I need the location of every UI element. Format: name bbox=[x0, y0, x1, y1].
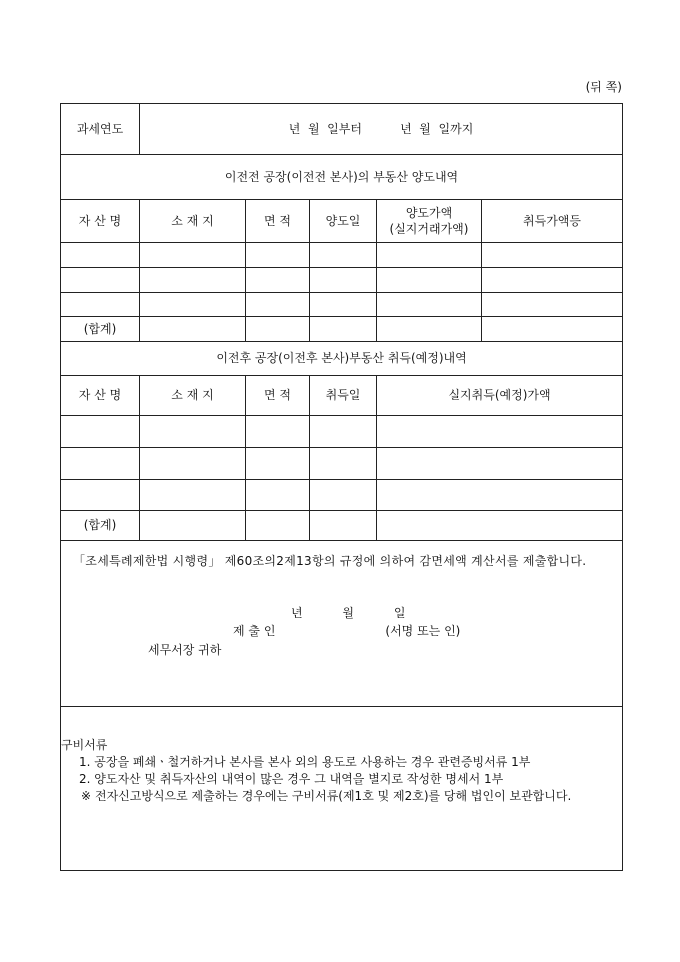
cell[interactable] bbox=[310, 448, 377, 480]
section2-title: 이전후 공장(이전후 본사)부동산 취득(예정)내역 bbox=[61, 342, 623, 376]
total-label: (합계) bbox=[61, 317, 140, 342]
cell[interactable] bbox=[310, 293, 377, 317]
header-area: 면 적 bbox=[246, 376, 310, 416]
total-label: (합계) bbox=[61, 511, 140, 541]
attachment-note: 전자신고방식으로 제출하는 경우에는 구비서류(제1호 및 제2호)를 당해 법인이 보관합니다. bbox=[95, 788, 572, 803]
cell[interactable] bbox=[246, 448, 310, 480]
header-location: 소 재 지 bbox=[140, 376, 246, 416]
tax-reduction-form bbox=[60, 103, 623, 871]
total-row bbox=[61, 317, 623, 342]
cell[interactable] bbox=[377, 480, 623, 511]
header-asset-name: 자 산 명 bbox=[61, 200, 140, 243]
cell[interactable] bbox=[377, 317, 482, 342]
cell[interactable] bbox=[140, 243, 246, 268]
tax-year-label: 과세연도 bbox=[61, 104, 140, 155]
recipient: 세무서장 귀하 bbox=[148, 642, 222, 657]
header-acquisition-date: 취득일 bbox=[310, 376, 377, 416]
table-row bbox=[61, 243, 623, 268]
declaration-section bbox=[61, 541, 623, 707]
cell[interactable] bbox=[140, 293, 246, 317]
submission-date[interactable]: 년 월 일 bbox=[291, 606, 406, 621]
cell[interactable] bbox=[246, 293, 310, 317]
cell[interactable] bbox=[246, 268, 310, 293]
cell[interactable] bbox=[140, 448, 246, 480]
table-row bbox=[61, 448, 623, 480]
submitter-label: 제 출 인 bbox=[233, 624, 276, 639]
table-row bbox=[61, 293, 623, 317]
cell[interactable] bbox=[246, 480, 310, 511]
attachments-title: 구비서류 bbox=[61, 738, 108, 752]
cell[interactable] bbox=[482, 243, 623, 268]
cell[interactable] bbox=[377, 268, 482, 293]
cell[interactable] bbox=[377, 416, 623, 448]
cell[interactable] bbox=[482, 268, 623, 293]
cell[interactable] bbox=[377, 243, 482, 268]
cell[interactable] bbox=[140, 511, 246, 541]
cell[interactable] bbox=[246, 511, 310, 541]
cell[interactable] bbox=[61, 480, 140, 511]
cell[interactable] bbox=[246, 243, 310, 268]
cell[interactable] bbox=[140, 317, 246, 342]
total-row bbox=[61, 511, 623, 541]
cell[interactable] bbox=[310, 317, 377, 342]
tax-year-value[interactable]: 년 월 일부터 년 월 일까지 bbox=[140, 104, 623, 155]
cell[interactable] bbox=[310, 480, 377, 511]
cell[interactable] bbox=[61, 268, 140, 293]
header-actual-acquisition-price: 실지취득(예정)가액 bbox=[377, 376, 623, 416]
cell[interactable] bbox=[246, 416, 310, 448]
cell[interactable] bbox=[377, 293, 482, 317]
table-row bbox=[61, 480, 623, 511]
declaration-text: 「조세특례제한법 시행령」 제60조의2제13항의 규정에 의하여 감면세액 계산서를 제출합니다. bbox=[73, 554, 587, 568]
cell[interactable] bbox=[61, 448, 140, 480]
header-area: 면 적 bbox=[246, 200, 310, 243]
cell[interactable] bbox=[246, 317, 310, 342]
cell[interactable] bbox=[61, 416, 140, 448]
cell[interactable] bbox=[310, 268, 377, 293]
signature-field[interactable]: (서명 또는 인) bbox=[385, 624, 461, 639]
header-transfer-price: 양도가액 (실지거래가액) bbox=[377, 200, 482, 243]
attachments-section bbox=[61, 707, 623, 871]
header-transfer-date: 양도일 bbox=[310, 200, 377, 243]
header-asset-name: 자 산 명 bbox=[61, 376, 140, 416]
section1-title: 이전전 공장(이전전 본사)의 부동산 양도내역 bbox=[61, 155, 623, 200]
cell[interactable] bbox=[140, 268, 246, 293]
cell[interactable] bbox=[310, 511, 377, 541]
cell[interactable] bbox=[140, 416, 246, 448]
note-mark: ※ bbox=[81, 788, 92, 803]
cell[interactable] bbox=[482, 317, 623, 342]
cell[interactable] bbox=[377, 448, 623, 480]
table-row bbox=[61, 268, 623, 293]
header-acquisition-price: 취득가액등 bbox=[482, 200, 623, 243]
cell[interactable] bbox=[310, 416, 377, 448]
page-side-label: (뒤 쪽) bbox=[585, 80, 622, 94]
cell[interactable] bbox=[482, 293, 623, 317]
cell[interactable] bbox=[310, 243, 377, 268]
cell[interactable] bbox=[61, 243, 140, 268]
header-location: 소 재 지 bbox=[140, 200, 246, 243]
cell[interactable] bbox=[61, 293, 140, 317]
attachment-item: 1. 공장을 폐쇄ㆍ철거하거나 본사를 본사 외의 용도로 사용하는 경우 관련증빙서류 1부 bbox=[79, 755, 531, 770]
cell[interactable] bbox=[377, 511, 623, 541]
attachment-item: 2. 양도자산 및 취득자산의 내역이 많은 경우 그 내역을 별지로 작성한 명세서 1부 bbox=[79, 772, 504, 787]
cell[interactable] bbox=[140, 480, 246, 511]
table-row bbox=[61, 416, 623, 448]
